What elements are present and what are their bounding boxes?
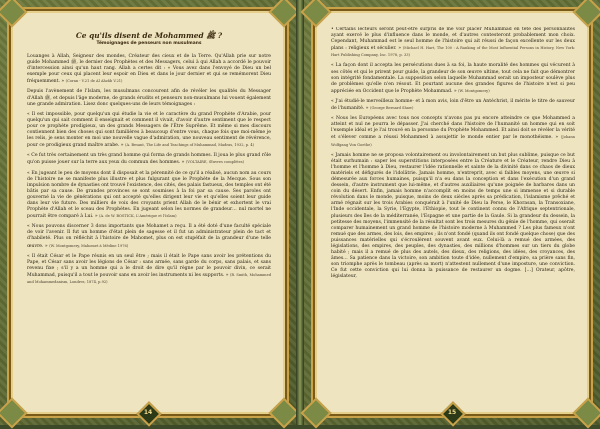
right-page-frame [311,7,593,418]
paragraph [27,54,271,85]
right-page-content [331,27,575,386]
page-title: Ce qu'ils disent de Mohammed ﷺ ? [75,31,223,40]
paragraph [331,99,575,112]
paragraph-text: « Jamais homme ne se proposa volontairement ou involontairement un but plus sublime, puisque ce but était surhumain : saper les superstitions interposées entre la Créature et le Créateur, rendre Dieu à l'homme et l'homme à Dieu, restaurer l'idée rationnelle et sainte de la divinité dans ce chaos de dieux matériels et défigurés de l'idolâtrie. Jamais homme, n'entreprit, avec si faibles moyens, une œuvre si démesurée aux forces humaines, puisqu'il n'a eu dans la conception et dans l'exécution d'un grand dessein, d'autre instrument que lui-même, et d'autres auxiliaires qu'une poignée de barbares dans un coin du désert. Enfin, jamais homme n'accomplit en moins de temps une si immense et si durable révolution dans le monde, puisque, moins de deux siècles après sa prédication, l'islamisme prêché et armé régnait sur les trois Arabies conquérait à l'unité de Dieu la Perse, le Khorasan, la Transoxiane, l'Inde occidentale, la Syrie, l'Egypte, l'Ethiopie, tout le continent connu de l'Afrique septentrionale, plusieurs des îles de la méditerranée, l'Espagne et une partie de la Gaule. Si la grandeur du dessein, la petitesse des moyens, l'immensité de la résultat sont les trois mesures du génie de l'homme, qui oserait comparer humainement un grand homme de l'histoire moderne à Muhammed ? Les plus fameux n'ont remué que des armes, des lois, des empires ; ils n'ont fondé (quand ils ont fondé quelque chose) que des puissances matérielles qui s'écroulèrent souvent avant eux. Celui-là a remué des armées, des législations, des empires, des peuples, des dynasties, des millions d'hommes sur un tiers du globe habité ; mais il a remué de plus des autels, des dieux, des religions, des idées, des croyances, des âmes… Sa patience dans la victoire, son ambition toute d'idée, nullement d'empire, sa prière sans fin, son triomphe après le tombeau (après sa mort) n'attestent nullement d'une imposture, une conviction. Ce fut cette conviction qui lui donna la puissance de restaurer un dogme. […] Orateur, apôtre, législateur, [331,152,575,280]
citation: (A. Besant, The Life and Teachings of Muhammad, Madras, 1932, p. 4) [125,143,255,148]
paragraph-text: « Il est impossible, pour quelqu'un qui étudie la vie et le caractère du grand Prophète d'Arabie, pour quelqu'un qui sait comment il enseignait et comment il vivait, d'avoir d'autre sentiment que le respect pour ce prophète prodigieux, un des grands Messagers de l'Être Suprême. Et même si mes discours contiennent bien des choses qui sont familières à beaucoup d'entre vous, chaque fois que moi-même je les relis, je sens monter en moi une nouvelle vague d'admiration, une nouveau sentiment de révérence, pour ce prodigieux grand maître arabe. » [27,111,271,149]
paragraph [331,116,575,148]
paragraph [27,112,271,150]
paragraph [27,171,271,221]
paragraph [331,63,575,94]
paragraph-text: • Certains lecteurs seront peut-être surpris de me voir placer Muhammad en tête des personnalités ayant exercé le plus d'influence dans le monde, et d'autres contesteront probablement mon choix. Cependant, Muhammad est le seul homme de l'histoire qui ait réussi de façon excellente sur les deux plans : religieux et séculier. » [331,27,575,52]
page-number-badge [139,404,157,422]
right-page [304,0,600,425]
citation: (W. Montgomery, Mahomet à Médine 1976) [49,243,129,248]
paragraph-text: Louanges à Allah, Seigneur des mondes, Créateur des cieux et de la Terre. Qu'Allah prie sur notre guide Mohammed ﷺ, le dernier des Prophètes et des Messagers, celui à qui Allah a accordé le pouvoir d'intercession ainsi qu'un haut rang. Allah a certes dit : « Vous avez dans l'envoyé de Dieu un bel exemple pour ceux qui placent leur espoir en Dieu et dans le jour dernier et qui se remémorent Dieu fréquemment. » [27,54,271,85]
page-number: 15 [447,409,457,416]
citation: (Coran - V.21 de Al Ahzâb V.21) [65,79,123,84]
paragraph-text: « Nous les Européens avec tous nos concepts n'avons pas pu encore atteindre ce que Mohammed a atteint et nul ne pourra le dépasser. J'ai cherché dans l'histoire de l'humanité un homme qui en soit l'exemple idéal et je l'ai trouvé en la personne du Prophète Mohammed. Et ainsi doit se révéler la vérité et s'élever comme a réussi Mohammed à assujettir le monde entier par le monothéisme. » [331,116,575,141]
left-page [0,0,296,425]
paragraph-text: « Ce fut très certainement un très grand homme qui forma de grands hommes. Il joua le plus grand rôle qu'on puisse jouer sur la terre aux yeux du commun des hommes. » [27,153,271,166]
page-number: 14 [143,409,153,416]
paragraph-text: « Il était César et le Pape réunis en un seul être ; mais il était le Pape sans avoir les prétentions du Pape, et César sans avoir les légions de César : sans armée, sans garde du corps, sans palais, et sans revenu fixe ; s'il y a un homme qui a le droit de dire qu'il règne par le pouvoir divin, ce serait Muhammad, puisqu'il a tout le pouvoir sans en avoir les instruments ni les supports. » [27,253,271,278]
paragraph [27,224,271,249]
page-subtitle: Témoignages de penseurs non musulmans [96,41,202,46]
citation: (VOLTAIRE, Œuvres complètes) [185,160,245,165]
citation: (George Bernard Shaw) [370,106,414,111]
paragraph [27,254,271,286]
citation: (R. Smith, Mohammed and Mohammedanism, Londres, 1874, p.92) [27,272,271,284]
paragraph-text: Depuis l'avènement de l'Islam, les musulmans concourent afin de révéler les qualités du Messager d'Allah ﷺ, et depuis l'âge moderne, de grands érudits et penseurs non-musulmans lui vouent également une grande admiration. Lisez donc quelques-uns de leurs témoignages : [27,89,271,107]
left-page-content [27,23,271,386]
paragraph-text: « J'ai étudié-le merveilleux homme- et à mon avis, loin d'être un Antéchrist, il mérite le titre de sauveur de l'humanité. » [331,98,575,112]
paragraph [331,27,575,59]
citation: (Michael H. Hart, The 100 : A Ranking of the Most Influential Persons in History, New York: Hart Publishing Company, Inc. 1978, p. 33) [331,46,575,58]
page-number-badge [443,404,461,422]
citation: (A. de W. BOSTICK, L'Amérique et l'Islam) [99,214,177,219]
paragraph [27,153,271,166]
paragraph-text: « Nous pouvons discerner 3 dons importants que Mohamet a reçu. Il a été doté d'une faculté spéciale de voir l'avenir. Il fut un homme d'état plein de sagesse et il fut un administrateur plein de tact et d'habileté. Plus on réfléchit à l'histoire de Mahomet, plus on est stupéfait de la grandeur d'une telle œuvre. » [27,224,271,249]
citation: (Johann Wolfgang Von Goethe) [331,135,575,147]
paragraph [331,153,575,281]
title-block [27,31,271,46]
citation: (W. Montgomery) [458,88,490,93]
paragraph [27,89,271,107]
left-page-frame [7,7,289,418]
paragraph-text: « La façon dont il accepta les persécutions dues à sa foi, la haute moralité des hommes qui vécurent à ses côtés et qui le prirent pour guide, la grandeur de son œuvre ultime, tout cela ne fait que démontrer son intégrité fondamentale. La supposition selon laquelle Muhammad serait un imposteur soulève plus de problèmes qu'elle n'en résout. Et pourtant aucune des grandes figures de l'histoire n'est si peu appréciée en Occident que le Prophète Mohammad. » [331,63,575,94]
paragraph-text: « En jugeant le peu de moyens dont il disposait et la pérennité de ce qu'il a réalisé, aucun nom au cours de l'histoire ne se manifeste plus illustre et plus fulgurant que le Prophète de la Mecque. Sous son impulsion nombre de dynasties ont trouvé l'existence, des cités, des palais fastueux, des temples ont été bâtis par sa cause. De grandes provinces se sont soumises à la foi par sa cause. Ses paroles ont gouverné la vie de générations qui ont accepté qu'elles dirigent leur vie et qu'elles soient leur guide dans leur vie future. Des milliers de voix des croyants prient Allah de le bénir et exhortent le vrai Prophète d'Allah et le sceau des Prophètes. En jugeant selon les normes de grandeur… nul mortel ne pourrait être comparé à Lui. » [27,170,271,220]
book-gutter [296,0,304,425]
